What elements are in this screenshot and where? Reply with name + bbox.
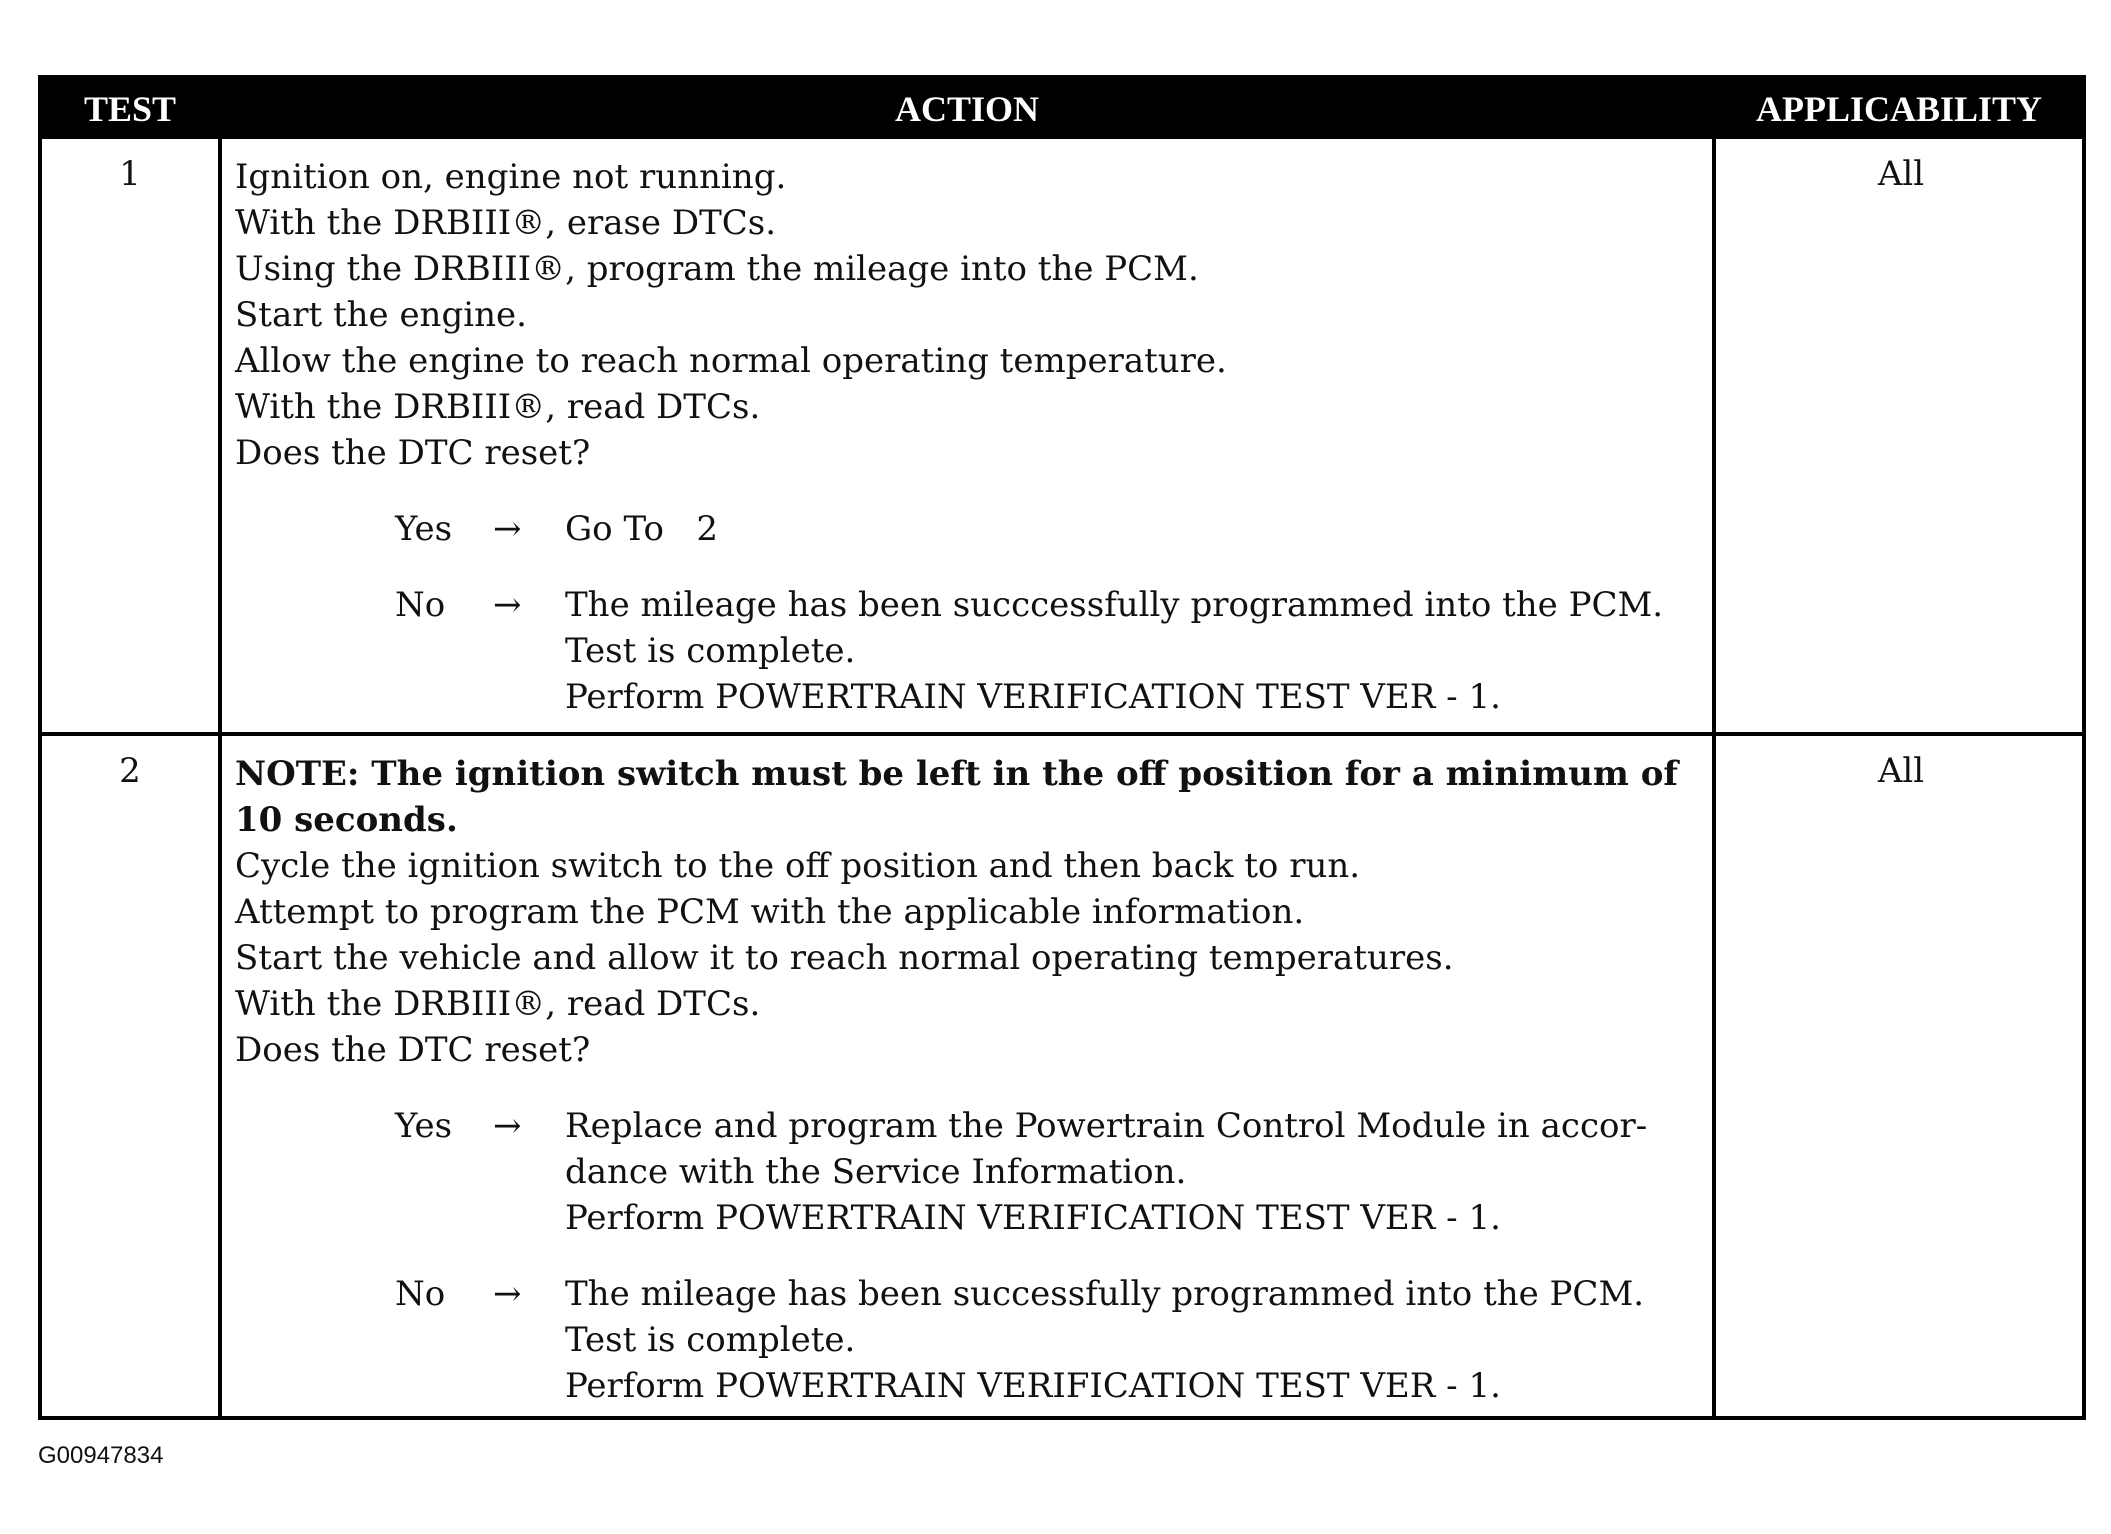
result-line: dance with the Service Information. bbox=[565, 1152, 1187, 1192]
test-number-2: 2 bbox=[119, 751, 141, 791]
no-label: No bbox=[395, 585, 446, 625]
result-line: Go To 2 bbox=[565, 509, 718, 549]
row-divider bbox=[42, 732, 2082, 736]
result-line: Perform POWERTRAIN VERIFICATION TEST VER - 1. bbox=[565, 1366, 1501, 1406]
result-line: Replace and program the Powertrain Control Module in accor- bbox=[565, 1106, 1648, 1146]
result-line: Test is complete. bbox=[565, 1320, 856, 1360]
yes-result bbox=[565, 1103, 1745, 1241]
result-line: Perform POWERTRAIN VERIFICATION TEST VER - 1. bbox=[565, 677, 1501, 717]
step-line: Does the DTC reset? bbox=[235, 1030, 591, 1070]
no-branch-2 bbox=[235, 1271, 1745, 1409]
no-result bbox=[565, 582, 1745, 720]
applicability-1: All bbox=[1877, 154, 1925, 194]
step-line: With the DRBIII®, read DTCs. bbox=[235, 387, 761, 427]
yes-branch-2 bbox=[235, 1103, 1745, 1241]
right-arrow-icon: → bbox=[493, 585, 522, 625]
applicability-2: All bbox=[1877, 751, 1925, 791]
header-action: ACTION bbox=[894, 89, 1040, 129]
yes-label: Yes bbox=[395, 1106, 453, 1146]
no-branch-1 bbox=[235, 582, 1745, 720]
no-result bbox=[565, 1271, 1745, 1409]
header-applicability: APPLICABILITY bbox=[1755, 89, 2043, 129]
test-number-1: 1 bbox=[119, 154, 141, 194]
step-line: With the DRBIII®, erase DTCs. bbox=[235, 203, 777, 243]
step-line: With the DRBIII®, read DTCs. bbox=[235, 984, 761, 1024]
test-table bbox=[38, 75, 2086, 1420]
header-test: TEST bbox=[83, 89, 177, 129]
note-line: 10 seconds. bbox=[235, 800, 458, 840]
result-line: The mileage has been successfully programmed into the PCM. bbox=[565, 1274, 1645, 1314]
yes-branch-1 bbox=[235, 506, 1745, 552]
yes-result bbox=[565, 506, 1745, 552]
step-line: Allow the engine to reach normal operating temperature. bbox=[235, 341, 1227, 381]
result-line: Perform POWERTRAIN VERIFICATION TEST VER - 1. bbox=[565, 1198, 1501, 1238]
right-arrow-icon: → bbox=[493, 1274, 522, 1314]
right-arrow-icon: → bbox=[493, 1106, 522, 1146]
column-divider-test bbox=[218, 139, 222, 1416]
result-line: The mileage has been succcessfully programmed into the PCM. bbox=[565, 585, 1664, 625]
figure-id: G00947834 bbox=[38, 1442, 164, 1469]
no-label: No bbox=[395, 1274, 446, 1314]
action-cell-2 bbox=[235, 751, 1745, 1409]
step-line: Start the engine. bbox=[235, 295, 527, 335]
step-line: Cycle the ignition switch to the off position and then back to run. bbox=[235, 846, 1361, 886]
step-line: Does the DTC reset? bbox=[235, 433, 591, 473]
result-line: Test is complete. bbox=[565, 631, 856, 671]
action-cell-1 bbox=[235, 154, 1745, 720]
step-line: Start the vehicle and allow it to reach normal operating temperatures. bbox=[235, 938, 1454, 978]
step-line: Attempt to program the PCM with the applicable information. bbox=[235, 892, 1305, 932]
step-line: Ignition on, engine not running. bbox=[235, 157, 787, 197]
table-header bbox=[42, 79, 2082, 139]
step-line: Using the DRBIII®, program the mileage into the PCM. bbox=[235, 249, 1199, 289]
yes-label: Yes bbox=[395, 509, 453, 549]
note-line: NOTE: The ignition switch must be left in the off position for a minimum of bbox=[235, 754, 1679, 794]
right-arrow-icon: → bbox=[493, 509, 522, 549]
